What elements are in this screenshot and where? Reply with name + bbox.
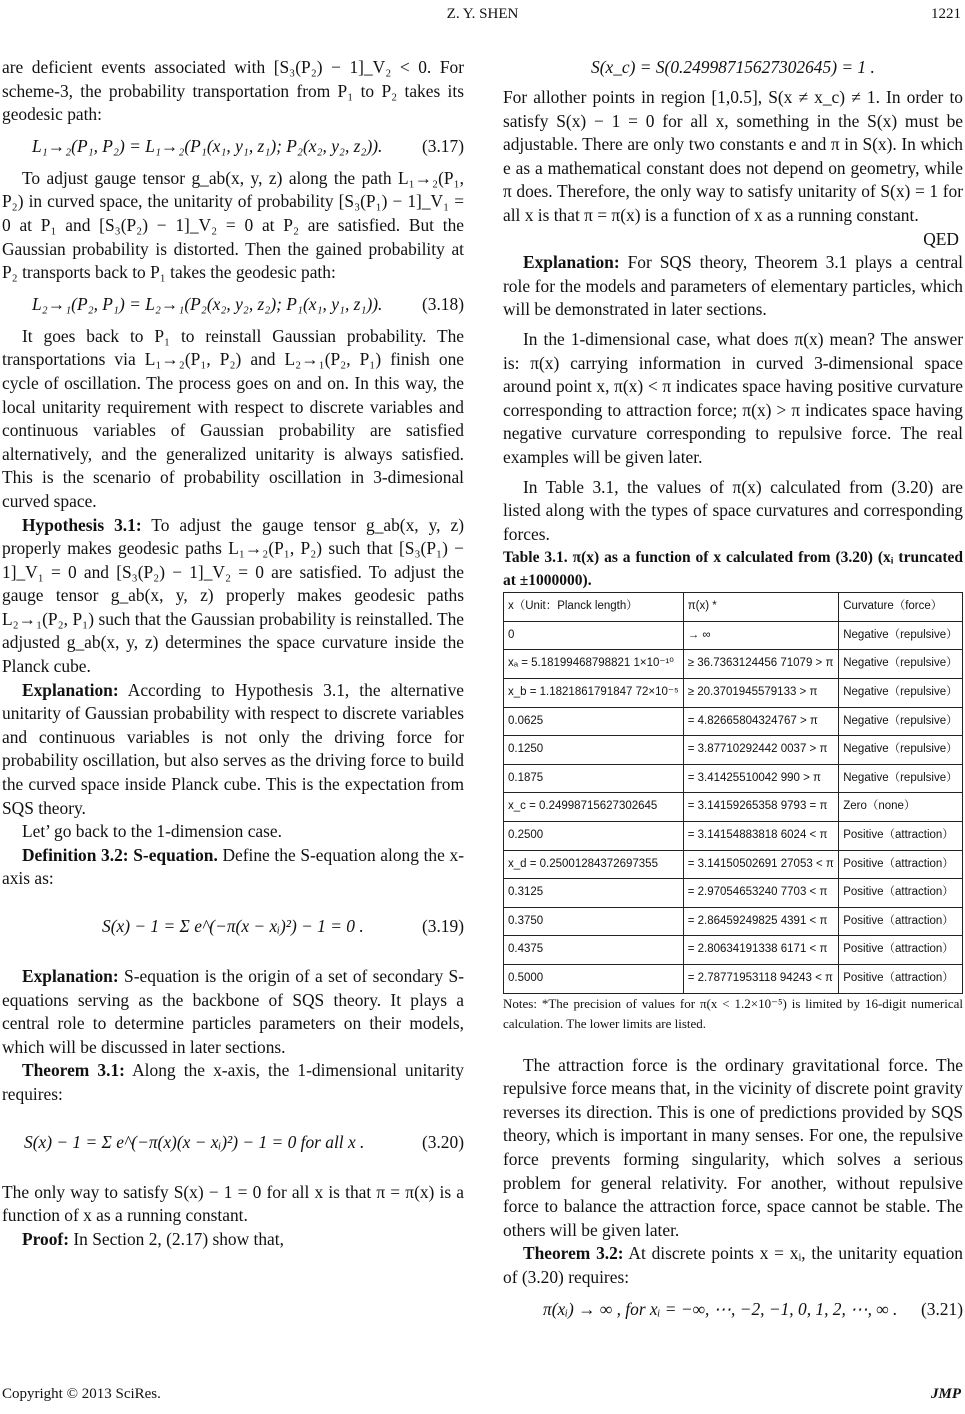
table-cell: 0.3750 xyxy=(504,907,684,936)
equation-3-17 xyxy=(2,127,464,167)
table-cell: 0.2500 xyxy=(504,822,684,851)
theorem-3-1 xyxy=(2,1059,464,1106)
explanation xyxy=(503,251,963,322)
theorem-text: At discrete points x = xᵢ, the unitarity equation of (3.20) requires: xyxy=(503,1243,963,1287)
table-cell: ≥ 20.3701945579133 > π xyxy=(683,679,839,708)
table-row xyxy=(504,793,963,822)
equation-body: π(xᵢ) → ∞ , for xᵢ = −∞, ⋯, −2, −1, 0, 1, 2, ⋯, ∞ . xyxy=(543,1298,898,1319)
right-column xyxy=(503,56,963,1330)
table-cell: Negative（repulsive） xyxy=(839,650,963,679)
table-cell: 0 xyxy=(504,621,684,650)
table-cell: 0.4375 xyxy=(504,936,684,965)
hypothesis-label: Hypothesis 3.1: xyxy=(22,514,142,535)
table-cell: Negative（repulsive） xyxy=(839,621,963,650)
table-row xyxy=(504,850,963,879)
table-cell: = 2.97054653240 7703 < π xyxy=(683,879,839,908)
table-row xyxy=(504,822,963,851)
table-cell: Positive（attraction） xyxy=(839,936,963,965)
table-cell: ≥ 36.7363124456 71079 > π xyxy=(683,650,839,679)
table-row xyxy=(504,707,963,736)
table-cell: = 2.78771953118 94243 < π xyxy=(683,965,839,994)
page-number: 1221 xyxy=(931,6,961,22)
table-cell: = 3.14150502691 27053 < π xyxy=(683,850,839,879)
table-cell: 0.1250 xyxy=(504,736,684,765)
equation-number: (3.21) xyxy=(920,1298,963,1319)
definition-label: Definition 3.2: S-equation. xyxy=(22,844,218,865)
table-row xyxy=(504,907,963,936)
running-header xyxy=(0,6,965,30)
running-author: Z. Y. SHEN xyxy=(446,6,519,22)
table-row xyxy=(504,736,963,765)
hypothesis-text: To adjust the gauge tensor g_ab(x, y, z) properly makes geodesic paths L₁→₂(P₁, P₂) such that [S₃(P₁) − 1]_V₁ = 0 and [S₃(P₂) − 1]_V₂ = 0 are satisfied. To adjust the gauge tensor g_ab(x, y, z) properly makes geodesic paths L₂→₁(P₂, P₁) such that the Gaussian probability is reinstalled. The adjusted g_ab(x, y, z) determines the space curvature inside the Planck cube. xyxy=(2,514,464,677)
table-cell: → ∞ xyxy=(683,621,839,650)
definition-text: Define the S-equation along the x-axis as: xyxy=(2,844,464,889)
hypothesis-3-1 xyxy=(2,514,464,679)
table-cell: 0.0625 xyxy=(504,707,684,736)
table-cell: xₐ = 5.18199468798821 1×10⁻¹⁰ xyxy=(504,650,684,679)
table-cell: 0.3125 xyxy=(504,879,684,908)
explanation-label: Explanation: xyxy=(523,252,620,273)
equation-body: S(x) − 1 = Σ e^(−π(x)(x − xᵢ)²) − 1 = 0 for all x . xyxy=(24,1131,365,1152)
paragraph: In Table 3.1, the values of π(x) calculated from (3.20) are listed along with the types of space curvatures and corresponding forces. xyxy=(503,476,963,544)
table-cell: 0.1875 xyxy=(504,764,684,793)
table-3-1 xyxy=(503,592,963,993)
theorem-3-2 xyxy=(503,1242,963,1289)
equation-3-21 xyxy=(503,1290,963,1330)
table-row xyxy=(504,764,963,793)
table-cell: Positive（attraction） xyxy=(839,907,963,936)
qed-mark: QED xyxy=(923,228,959,249)
table-cell: 0.5000 xyxy=(504,965,684,994)
table-cell: Negative（repulsive） xyxy=(839,764,963,793)
equation-body: S(x_c) = S(0.24998715627302645) = 1 . xyxy=(591,57,875,77)
table-cell: = 3.41425510042 990 > π xyxy=(683,764,839,793)
table-cell: Negative（repulsive） xyxy=(839,736,963,765)
proof-label: Proof: xyxy=(22,1228,70,1249)
table-cell: = 2.86459249825 4391 < π xyxy=(683,907,839,936)
table-cell: Positive（attraction） xyxy=(839,965,963,994)
table-cell: = 4.82665804324767 > π xyxy=(683,707,839,736)
proof-text: In Section 2, (2.17) show that, xyxy=(69,1228,284,1249)
table-cell: = 3.14154883818 6024 < π xyxy=(683,822,839,851)
paragraph: are deficient events associated with [S₃(P₂) − 1]_V₂ < 0. For scheme-3, the probability transportation from P₁ to P₂ takes its geodesic path: xyxy=(2,57,464,125)
table-row xyxy=(504,650,963,679)
explanation-text: S-equation is the origin of a set of secondary S-equations serving as the backbone of SQS theory. It plays a central role to determine particles parameters on their models, which will be discussed in later sections. xyxy=(2,966,464,1057)
theorem-label: Theorem 3.1: xyxy=(22,1060,125,1081)
equation-number: (3.19) xyxy=(421,916,464,936)
equation-number: (3.17) xyxy=(421,135,464,156)
equation-body: L₁→₂(P₁, P₂) = L₁→₂(P₁(x₁, y₁, z₁); P₂(x₂, y₂, z₂)). xyxy=(32,135,383,156)
equation-body: S(x) − 1 = Σ e^(−π(x − xᵢ)²) − 1 = 0 . xyxy=(102,916,364,936)
definition-3-2 xyxy=(2,844,464,891)
paragraph: The attraction force is the ordinary gravitational force. The repulsive force means that, in the vicinity of discrete point gravity reverses its direction. This is one of predictions provided by SQS theory, which is important in many senses. For one, the repulsive force prevents forming singularity, which solves a serious problem for general relativity. For another, without repulsive force to balance the attraction force, space cannot be stable. The others will be given later. xyxy=(503,1054,963,1240)
table-cell: = 2.80634191338 6171 < π xyxy=(683,936,839,965)
explanation-text: For SQS theory, Theorem 3.1 plays a central role for the models and parameters of elementary particles, which will be demonstrated in later sections. xyxy=(503,252,963,320)
equation-3-19 xyxy=(2,891,464,965)
explanation-text: According to Hypothesis 3.1, the alternative unitarity of Gaussian probability with respect to discrete variables and continuous variables is not only the driving force for probability oscillation, but also serves as the driving force to build the curved space inside Planck cube. This is the expectation from SQS theory. xyxy=(2,679,464,818)
table-cell: x_d = 0.25001284372697355 xyxy=(504,850,684,879)
table-header-row xyxy=(504,593,963,622)
journal-abbrev: JMP xyxy=(931,1386,961,1402)
table-caption: Table 3.1. π(x) as a function of x calculated from (3.20) (xᵢ truncated at ±1000000). xyxy=(503,549,963,590)
paragraph: The only way to satisfy S(x) − 1 = 0 for all x is that π = π(x) is a function of x as a running constant. xyxy=(2,1181,464,1226)
table-row xyxy=(504,679,963,708)
table-cell: Positive（attraction） xyxy=(839,822,963,851)
table-cell: = 3.87710292442 0037 > π xyxy=(683,736,839,765)
table-cell: Negative（repulsive） xyxy=(839,679,963,708)
copyright-notice: Copyright © 2013 SciRes. xyxy=(2,1386,161,1402)
equation-3-18 xyxy=(2,285,464,325)
equation-number: (3.20) xyxy=(421,1131,464,1152)
equation-number: (3.18) xyxy=(421,293,464,314)
explanation-label: Explanation: xyxy=(22,966,119,986)
table-header-cell: x（Unit：Planck length） xyxy=(504,593,684,622)
explanation xyxy=(2,679,464,821)
table-row xyxy=(504,879,963,908)
table-row xyxy=(504,936,963,965)
table-row xyxy=(504,965,963,994)
explanation xyxy=(2,965,464,1059)
table-cell: x_b = 1.1821861791847 72×10⁻⁵ xyxy=(504,679,684,708)
equation-3-20 xyxy=(2,1107,464,1181)
table-header-cell: π(x) * xyxy=(683,593,839,622)
equation-body: L₂→₁(P₂, P₁) = L₂→₁(P₂(x₂, y₂, z₂); P₁(x₁, y₁, z₁)). xyxy=(32,293,383,314)
table-notes: Notes: *The precision of values for π(x < 1.2×10⁻⁵) is limited by 16-digit numerical calculation. The lower limits are listed. xyxy=(503,995,963,1031)
paragraph: To adjust gauge tensor g_ab(x, y, z) along the path L₁→₂(P₁, P₂) in curved space, the unitarity of probability [S₃(P₁) − 1]_V₁ = 0 at P₁ and [S₃(P₂) − 1]_V₂ = 0 at P₂ are satisfied. But the Gaussian probability is distorted. Then the gained probability at P₂ transports back to P₁ takes the geodesic path: xyxy=(2,167,464,283)
theorem-label: Theorem 3.2: xyxy=(523,1243,624,1264)
paragraph: Let’ go back to the 1-dimension case. xyxy=(22,821,282,842)
left-column xyxy=(2,56,464,1251)
table-cell: Zero（none） xyxy=(839,793,963,822)
paragraph: In the 1-dimensional case, what does π(x) mean? The answer is: π(x) carrying information in curved 3-dimensional space around point x, π(x) < π indicates space having positive curvature corresponding to attraction force; π(x) > π indicates space having negative curvature corresponding to repulsive force. The real examples will be given later. xyxy=(503,328,963,467)
equation-sxc xyxy=(503,56,963,86)
explanation-label: Explanation: xyxy=(22,679,119,700)
paragraph: It goes back to P₁ to reinstall Gaussian probability. The transportations via L₁→₂(P₁, P₂) and L₂→₁(P₂, P₁) finish one cycle of oscillation. The process goes on and on. In this way, the local unitarity requirement with respect to discrete variables and continuous variables of Gaussian probability are satisfied alternatively, and the generalized unitarity is always satisfied. This is the scenario of probability oscillation in 3-dimesional curved space. xyxy=(2,325,464,511)
table-cell: Positive（attraction） xyxy=(839,850,963,879)
table-cell: = 3.14159265358 9793 = π xyxy=(683,793,839,822)
paragraph: For allother points in region [1,0.5], S(x ≠ x_c) ≠ 1. In order to satisfy S(x) − 1 = 0 for all x, something in the S(x) must be adjustable. There are only two constants e and π in S(x). In which e as a mathematical constant does not depend on geometry, while π does. Therefore, the only way to satisfy unitarity of S(x) = 1 for all x is that π = π(x) is a function of x as a running constant. xyxy=(503,87,963,225)
table-row xyxy=(504,621,963,650)
proof xyxy=(2,1228,464,1252)
table-header-cell: Curvature（force） xyxy=(839,593,963,622)
table-cell: Negative（repulsive） xyxy=(839,707,963,736)
theorem-text: Along the x-axis, the 1-dimensional unitarity requires: xyxy=(2,1060,464,1104)
table-cell: Positive（attraction） xyxy=(839,879,963,908)
table-cell: x_c = 0.24998715627302645 xyxy=(504,793,684,822)
